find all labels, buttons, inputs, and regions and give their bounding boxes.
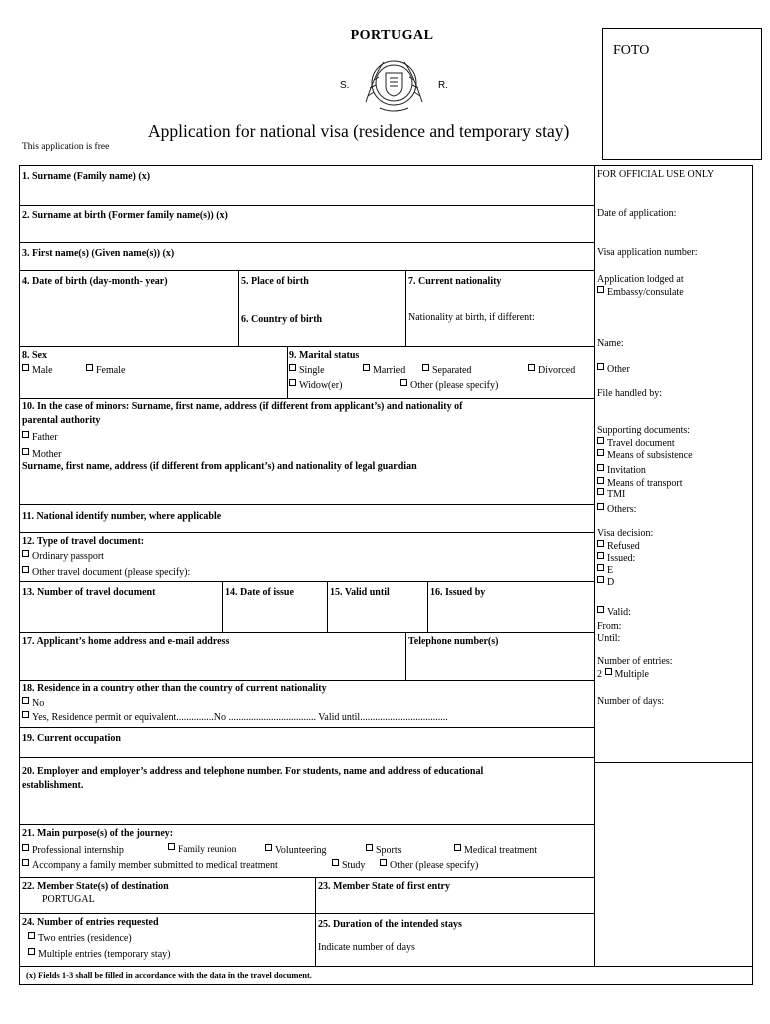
checkbox-icon — [22, 550, 29, 557]
sex-male-option[interactable]: Male — [22, 364, 53, 377]
official-date-of-application: Date of application: — [597, 208, 677, 219]
field-8-label: 8. Sex — [22, 350, 47, 361]
checkbox-icon — [22, 448, 29, 455]
field-15-label: 15. Valid until — [330, 587, 390, 598]
marital-divorced-option[interactable]: Divorced — [528, 364, 575, 377]
checkbox-icon — [597, 552, 604, 559]
field-14-label: 14. Date of issue — [225, 587, 294, 598]
field-22-label: 22. Member State(s) of destination — [22, 881, 169, 892]
official-lodged-at: Application lodged at — [597, 274, 684, 285]
official-decision-refused-option[interactable]: Refused — [597, 540, 640, 553]
purpose-family-option[interactable]: Family reunion — [168, 843, 236, 856]
field-3-label: 3. First name(s) (Given name(s)) (x) — [22, 248, 175, 259]
checkbox-icon — [366, 844, 373, 851]
page-title: Application for national visa (residence and temporary stay) — [148, 121, 570, 141]
checkbox-icon — [332, 859, 339, 866]
field-2-label: 2. Surname at birth (Former family name(s)) (x) — [22, 210, 228, 221]
field-25-sub: Indicate number of days — [318, 942, 415, 953]
field-10-label: 10. In the case of minors: Surname, first name, address (if different from applicant’s) and nationality of — [22, 401, 463, 412]
purpose-internship-option[interactable]: Professional internship — [22, 844, 124, 857]
marital-married-option[interactable]: Married — [363, 364, 405, 377]
checkbox-icon — [22, 859, 29, 866]
purpose-medical-option[interactable]: Medical treatment — [454, 844, 537, 857]
field-23-label: 23. Member State of first entry — [318, 881, 450, 892]
residence-no-option[interactable]: No — [22, 697, 44, 710]
field-17-telephone: Telephone number(s) — [408, 636, 499, 647]
checkbox-icon — [597, 477, 604, 484]
checkbox-icon — [22, 364, 29, 371]
marital-single-option[interactable]: Single — [289, 364, 325, 377]
field-19-label: 19. Current occupation — [22, 733, 121, 744]
country-heading: PORTUGAL — [350, 28, 434, 43]
field-11-label: 11. National identify number, where applicable — [22, 511, 222, 522]
checkbox-icon — [597, 449, 604, 456]
purpose-accompany-option[interactable]: Accompany a family member submitted to medical treatment — [22, 859, 278, 872]
official-decision-e-option[interactable]: E — [597, 564, 613, 577]
checkbox-icon — [22, 844, 29, 851]
checkbox-icon — [597, 437, 604, 444]
checkbox-icon — [597, 363, 604, 370]
official-application-number: Visa application number: — [597, 247, 698, 258]
checkbox-icon — [22, 711, 29, 718]
official-doc-transport-option[interactable]: Means of transport — [597, 477, 683, 490]
checkbox-icon — [22, 431, 29, 438]
guardian-mother-option[interactable]: Mother — [22, 448, 61, 461]
checkbox-icon — [289, 379, 296, 386]
official-decision-issued-option[interactable]: Issued: — [597, 552, 635, 565]
checkbox-icon — [597, 564, 604, 571]
doc-ordinary-passport-option[interactable]: Ordinary passport — [22, 550, 104, 563]
residence-yes-option[interactable]: Yes, Residence permit or equivalent...............No ................................... Valid until................................... — [22, 711, 448, 724]
field-22-value: PORTUGAL — [42, 894, 95, 905]
field-20-label-cont: establishment. — [22, 780, 84, 791]
checkbox-icon — [168, 843, 175, 850]
checkbox-icon — [28, 948, 35, 955]
checkbox-icon — [597, 576, 604, 583]
checkbox-icon — [597, 488, 604, 495]
official-supporting-documents: Supporting documents: — [597, 425, 691, 436]
field-9-label: 9. Marital status — [289, 350, 360, 361]
checkbox-icon — [380, 859, 387, 866]
field-7-birth-nationality: Nationality at birth, if different: — [408, 312, 535, 323]
checkbox-icon — [605, 668, 612, 675]
photo-box — [602, 28, 762, 160]
field-6-label: 6. Country of birth — [241, 314, 323, 325]
checkbox-icon — [597, 464, 604, 471]
field-16-label: 16. Issued by — [430, 587, 486, 598]
checkbox-icon — [363, 364, 370, 371]
entries-two-option[interactable]: Two entries (residence) — [28, 932, 132, 945]
official-other-option[interactable]: Other — [597, 363, 630, 376]
purpose-volunteering-option[interactable]: Volunteering — [265, 844, 326, 857]
official-number-of-entries: Number of entries: — [597, 656, 673, 667]
official-doc-tmi-option[interactable]: TMI — [597, 488, 625, 501]
marital-separated-option[interactable]: Separated — [422, 364, 471, 377]
checkbox-icon — [597, 606, 604, 613]
field-21-label: 21. Main purpose(s) of the journey: — [22, 828, 174, 839]
field-25-label: 25. Duration of the intended stays — [318, 919, 462, 930]
official-visa-decision: Visa decision: — [597, 528, 654, 539]
checkbox-icon — [265, 844, 272, 851]
field-18-label: 18. Residence in a country other than the country of current nationality — [22, 683, 327, 694]
field-5-label: 5. Place of birth — [241, 276, 309, 287]
free-note: This application is free — [22, 142, 110, 152]
official-valid-option[interactable]: Valid: — [597, 606, 631, 619]
guardian-father-option[interactable]: Father — [22, 431, 58, 444]
official-name: Name: — [597, 338, 624, 349]
field-1-label: 1. Surname (Family name) (x) — [22, 171, 151, 182]
coat-of-arms-icon — [360, 52, 428, 114]
field-10-legal-guardian: Surname, first name, address (if different from applicant’s) and nationality of legal guardian — [22, 461, 417, 472]
footnote: (x) Fields 1-3 shall be filled in accordance with the data in the travel document. — [26, 970, 312, 980]
photo-label: FOTO — [613, 43, 650, 58]
official-doc-invitation-option[interactable]: Invitation — [597, 464, 646, 477]
seal-letter-r: R. — [438, 80, 448, 91]
marital-widow-option[interactable]: Widow(er) — [289, 379, 342, 392]
field-13-label: 13. Number of travel document — [22, 587, 156, 598]
checkbox-icon — [22, 566, 29, 573]
official-heading: FOR OFFICIAL USE ONLY — [597, 169, 715, 180]
official-number-of-days: Number of days: — [597, 696, 665, 707]
official-entries-multiple[interactable]: 2 Multiple — [597, 669, 649, 680]
checkbox-icon — [454, 844, 461, 851]
purpose-sports-option[interactable]: Sports — [366, 844, 402, 857]
field-4-label: 4. Date of birth (day-month- year) — [22, 276, 168, 287]
application-form — [19, 165, 753, 985]
marital-other-option[interactable]: Other (please specify) — [400, 379, 498, 392]
official-until: Until: — [597, 633, 621, 644]
sex-female-option[interactable]: Female — [86, 364, 125, 377]
field-17-label: 17. Applicant’s home address and e-mail address — [22, 636, 230, 647]
checkbox-icon — [22, 697, 29, 704]
checkbox-icon — [422, 364, 429, 371]
purpose-study-option[interactable]: Study — [332, 859, 365, 872]
official-doc-others-option[interactable]: Others: — [597, 503, 636, 516]
checkbox-icon — [597, 540, 604, 547]
field-24-label: 24. Number of entries requested — [22, 917, 159, 928]
field-7-label: 7. Current nationality — [408, 276, 502, 287]
field-12-label: 12. Type of travel document: — [22, 536, 145, 547]
purpose-other-option[interactable]: Other (please specify) — [380, 859, 478, 872]
field-10-label-cont: parental authority — [22, 415, 101, 426]
checkbox-icon — [597, 286, 604, 293]
checkbox-icon — [528, 364, 535, 371]
official-doc-travel-option[interactable]: Travel document — [597, 437, 675, 450]
official-doc-subsistence-option[interactable]: Means of subsistence — [597, 449, 693, 462]
field-20-label: 20. Employer and employer’s address and telephone number. For students, name and address of educational — [22, 766, 484, 777]
official-divider — [594, 166, 595, 966]
official-file-handled-by: File handled by: — [597, 388, 662, 399]
checkbox-icon — [28, 932, 35, 939]
official-from: From: — [597, 621, 622, 632]
checkbox-icon — [597, 503, 604, 510]
doc-other-option[interactable]: Other travel document (please specify): — [22, 566, 190, 579]
checkbox-icon — [289, 364, 296, 371]
entries-multiple-option[interactable]: Multiple entries (temporary stay) — [28, 948, 170, 961]
checkbox-icon — [400, 379, 407, 386]
checkbox-icon — [86, 364, 93, 371]
seal-letter-s: S. — [340, 80, 350, 91]
official-embassy-option[interactable]: Embassy/consulate — [597, 286, 684, 299]
official-decision-d-option[interactable]: D — [597, 576, 614, 589]
